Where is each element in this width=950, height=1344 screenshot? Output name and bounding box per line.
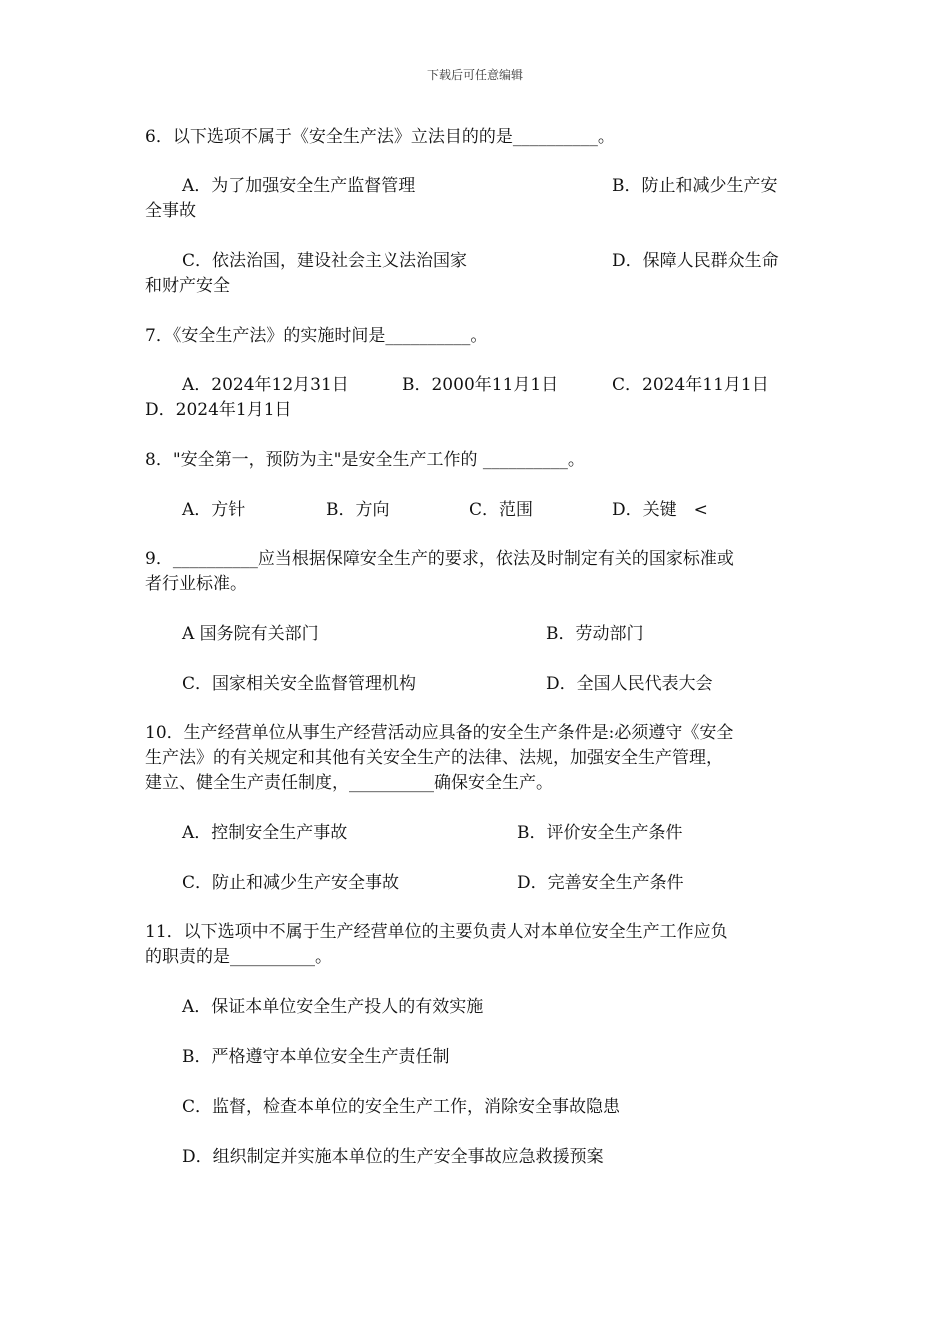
- page-header: 下载后可任意编辑: [426, 68, 523, 82]
- q9-stem: 9．__________应当根据保障安全生产的要求，依法及时制定有关的国家标准或: [145, 549, 734, 569]
- q9-option-c: C．国家相关安全监督管理机构: [182, 674, 417, 694]
- q6-stem: 6．以下选项不属于《安全生产法》立法目的的是__________。: [145, 127, 615, 147]
- q7-option-d: D．2024年1月1日: [145, 400, 292, 420]
- q11-option-a: A．保证本单位安全生产投人的有效实施: [182, 997, 484, 1017]
- q7-option-b: B．2000年11月1日: [402, 375, 559, 395]
- q10-stem-cont-2: 建立、健全生产责任制度，__________确保安全生产。: [145, 773, 553, 793]
- q11-stem: 11．以下选项中不属于生产经营单位的主要负责人对本单位安全生产工作应负: [145, 922, 728, 942]
- q9-stem-cont: 者行业标准。: [145, 574, 247, 594]
- q11-option-b: B．严格遵守本单位安全生产责任制: [182, 1047, 450, 1067]
- q10-option-b: B．评价安全生产条件: [517, 823, 683, 843]
- q8-option-d: D．关键 <: [612, 500, 708, 520]
- q9-option-b: B．劳动部门: [546, 624, 644, 644]
- q10-option-c: C．防止和减少生产安全事故: [182, 873, 400, 893]
- q10-option-a: A．控制安全生产事故: [182, 823, 348, 843]
- q6-option-c: C．依法治国，建设社会主义法治国家: [182, 251, 468, 271]
- q9-option-a: A 国务院有关部门: [182, 624, 319, 644]
- q10-stem-cont-1: 生产法》的有关规定和其他有关安全生产的法律、法规，加强安全生产管理，: [145, 748, 723, 768]
- q7-stem: 7．《安全生产法》的实施时间是__________。: [145, 326, 488, 346]
- q6-option-a: A．为了加强安全生产监督管理: [182, 176, 416, 196]
- q11-stem-cont: 的职责的是__________。: [145, 947, 332, 967]
- q8-option-c: C．范围: [469, 500, 534, 520]
- q7-option-c: C．2024年11月1日: [612, 375, 769, 395]
- q11-option-d: D．组织制定并实施本单位的生产安全事故应急救援预案: [182, 1147, 604, 1167]
- q8-option-b: B．方向: [326, 500, 390, 520]
- q8-option-a: A．方针: [182, 500, 246, 520]
- q9-option-d: D．全国人民代表大会: [546, 674, 713, 694]
- q6-option-b-cont: 全事故: [145, 201, 196, 221]
- q6-option-d-cont: 和财产安全: [145, 276, 230, 296]
- q6-option-d: D．保障人民群众生命: [612, 251, 779, 271]
- q11-option-c: C．监督，检查本单位的安全生产工作，消除安全事故隐患: [182, 1097, 621, 1117]
- q8-stem: 8．"安全第一，预防为主"是安全生产工作的 __________。: [145, 450, 585, 470]
- q10-option-d: D．完善安全生产条件: [517, 873, 684, 893]
- q6-option-b: B．防止和减少生产安: [612, 176, 778, 196]
- q7-option-a: A．2024年12月31日: [182, 375, 349, 395]
- q10-stem: 10．生产经营单位从事生产经营活动应具备的安全生产条件是:必须遵守《安全: [145, 723, 734, 743]
